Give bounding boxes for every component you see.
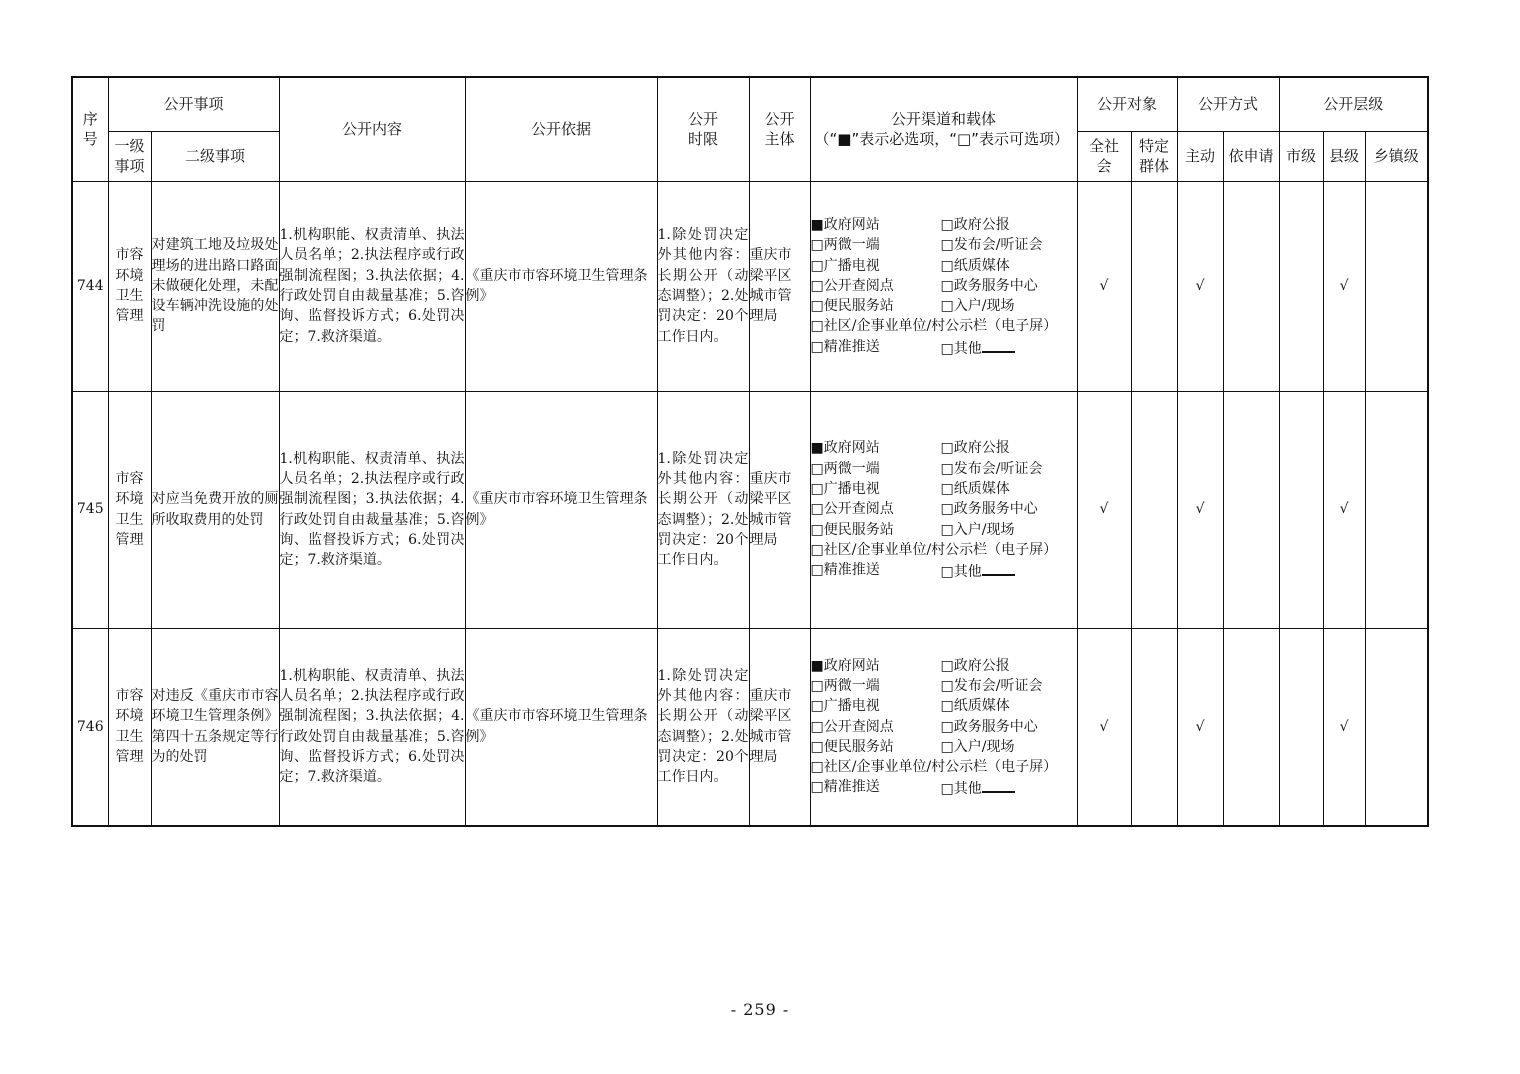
row-method-request [1223,181,1279,391]
row-level2: 对违反《重庆市市容环境卫生管理条例》第四十五条规定等行为的处罚 [151,628,279,826]
header-method-request: 依申请 [1223,131,1279,181]
row-target-specific [1131,181,1177,391]
header-channel-note: （“■”表示必选项，“□”表示可选项） [814,130,1069,149]
channel-two-micro: □两微一端 [810,460,880,477]
row-level1: 市容环境卫生管理 [108,181,151,391]
header-target-specific: 特定群体 [1131,131,1177,181]
table-row [72,391,1428,628]
header-content: 公开内容 [279,77,465,181]
channel-service-center: □政务服务中心 [940,501,1038,518]
channel-service-center: □政务服务中心 [940,277,1038,294]
channel-board: □社区/企事业单位/村公示栏（电子屏） [810,541,1058,558]
row-method-active: √ [1177,628,1223,826]
channel-press: □发布会/听证会 [940,678,1043,694]
channel-tv: □广播电视 [810,257,880,274]
channel-board: □社区/企事业单位/村公示栏（电子屏） [810,318,1058,335]
disclosure-table [71,76,1429,827]
row-method-active: √ [1177,391,1223,628]
header-channel-title: 公开渠道和载体 [891,110,997,129]
header-tier-county: 县级 [1323,131,1365,181]
row-channels [810,391,1077,628]
row-content: 1.机构职能、权责清单、执法人员名单；2.执法程序或行政强制流程图；3.执法依据；4.行政处罚自由裁量基准；5.咨询、监督投诉方式；6.处罚决定；7.救济渠道。 [279,391,465,628]
row-subject: 重庆市梁平区城市管理局 [749,181,810,391]
row-time-limit: 1.除处罚决定外其他内容：长期公开（动态调整）；2.处罚决定：20个工作日内。 [657,628,749,826]
channel-reading: □公开查阅点 [810,501,894,518]
channel-convenience: □便民服务站 [810,521,894,538]
row-tier-city [1279,181,1323,391]
table-row [72,628,1428,826]
header-item: 公开事项 [108,77,279,131]
channel-tv: □广播电视 [810,698,880,715]
row-basis: 《重庆市市容环境卫生管理条例》 [465,181,657,391]
channel-paper: □纸质媒体 [940,257,1010,274]
header-target-all: 全社会 [1077,131,1131,181]
header-tier-city: 市级 [1279,131,1323,181]
row-target-all: √ [1077,391,1131,628]
row-channels [810,628,1077,826]
table-row [72,181,1428,391]
channel-gov-gazette: □政府公报 [940,216,1010,233]
header-target: 公开对象 [1077,77,1177,131]
header-channel [810,77,1077,181]
header-tier: 公开层级 [1279,77,1428,131]
channel-reading: □公开查阅点 [810,277,894,294]
row-target-all: √ [1077,181,1131,391]
row-target-all: √ [1077,628,1131,826]
channel-paper: □纸质媒体 [940,698,1010,715]
row-tier-town [1365,181,1428,391]
row-tier-town [1365,628,1428,826]
channel-paper: □纸质媒体 [940,481,1010,498]
channel-gov-site: ■政府网站 [810,216,880,233]
channel-other: □其他 [940,781,982,798]
other-blank-line [982,337,1015,353]
row-method-active: √ [1177,181,1223,391]
row-subject: 重庆市梁平区城市管理局 [749,391,810,628]
header-seq: 序号 [72,77,108,181]
header-tier-town: 乡镇级 [1365,131,1428,181]
channel-push: □精准推送 [810,338,880,355]
row-time-limit: 1.除处罚决定外其他内容：长期公开（动态调整）；2.处罚决定：20个工作日内。 [657,391,749,628]
row-tier-county: √ [1323,181,1365,391]
channel-convenience: □便民服务站 [810,298,894,315]
row-tier-city [1279,391,1323,628]
other-blank-line [982,777,1015,793]
row-target-specific [1131,391,1177,628]
row-level1: 市容环境卫生管理 [108,628,151,826]
row-tier-town [1365,391,1428,628]
channel-gov-gazette: □政府公报 [940,657,1010,674]
row-content: 1.机构职能、权责清单、执法人员名单；2.执法程序或行政强制流程图；3.执法依据；4.行政处罚自由裁量基准；5.咨询、监督投诉方式；6.处罚决定；7.救济渠道。 [279,181,465,391]
channel-convenience: □便民服务站 [810,738,894,755]
row-basis: 《重庆市市容环境卫生管理条例》 [465,391,657,628]
channel-gov-site: ■政府网站 [810,657,880,674]
header-method-active: 主动 [1177,131,1223,181]
channel-press: □发布会/听证会 [940,460,1043,477]
row-content: 1.机构职能、权责清单、执法人员名单；2.执法程序或行政强制流程图；3.执法依据；4.行政处罚自由裁量基准；5.咨询、监督投诉方式；6.处罚决定；7.救济渠道。 [279,628,465,826]
row-channels [810,181,1077,391]
page-number: - 259 - [730,1000,790,1019]
row-method-request [1223,391,1279,628]
channel-gov-gazette: □政府公报 [940,440,1010,457]
header-method: 公开方式 [1177,77,1279,131]
row-method-request [1223,628,1279,826]
row-seq: 746 [72,628,108,826]
channel-press: □发布会/听证会 [940,237,1043,254]
channel-onsite: □入户/现场 [940,738,1015,755]
row-tier-county: √ [1323,628,1365,826]
channel-other: □其他 [940,564,982,581]
row-level2: 对建筑工地及垃圾处理场的进出路口路面未做硬化处理，未配设车辆冲洗设施的处罚 [151,181,279,391]
channel-gov-site: ■政府网站 [810,440,880,457]
row-time-limit: 1.除处罚决定外其他内容：长期公开（动态调整）；2.处罚决定：20个工作日内。 [657,181,749,391]
channel-push: □精准推送 [810,779,880,796]
channel-service-center: □政务服务中心 [940,718,1038,735]
row-seq: 744 [72,181,108,391]
header-level2: 二级事项 [151,131,279,181]
row-seq: 745 [72,391,108,628]
row-tier-county: √ [1323,391,1365,628]
header-level1: 一级事项 [108,131,151,181]
row-target-specific [1131,628,1177,826]
channel-other: □其他 [940,340,982,357]
channel-board: □社区/企事业单位/村公示栏（电子屏） [810,759,1058,776]
channel-onsite: □入户/现场 [940,298,1015,315]
row-tier-city [1279,628,1323,826]
row-subject: 重庆市梁平区城市管理局 [749,628,810,826]
header-time-limit: 公开时限 [657,77,749,181]
header-basis: 公开依据 [465,77,657,181]
row-level2: 对应当免费开放的厕所收取费用的处罚 [151,391,279,628]
channel-reading: □公开查阅点 [810,718,894,735]
other-blank-line [982,560,1015,576]
channel-two-micro: □两微一端 [810,237,880,254]
row-level1: 市容环境卫生管理 [108,391,151,628]
channel-onsite: □入户/现场 [940,521,1015,538]
header-subject: 公开主体 [749,77,810,181]
channel-two-micro: □两微一端 [810,678,880,694]
channel-push: □精准推送 [810,562,880,579]
channel-tv: □广播电视 [810,481,880,498]
row-basis: 《重庆市市容环境卫生管理条例》 [465,628,657,826]
